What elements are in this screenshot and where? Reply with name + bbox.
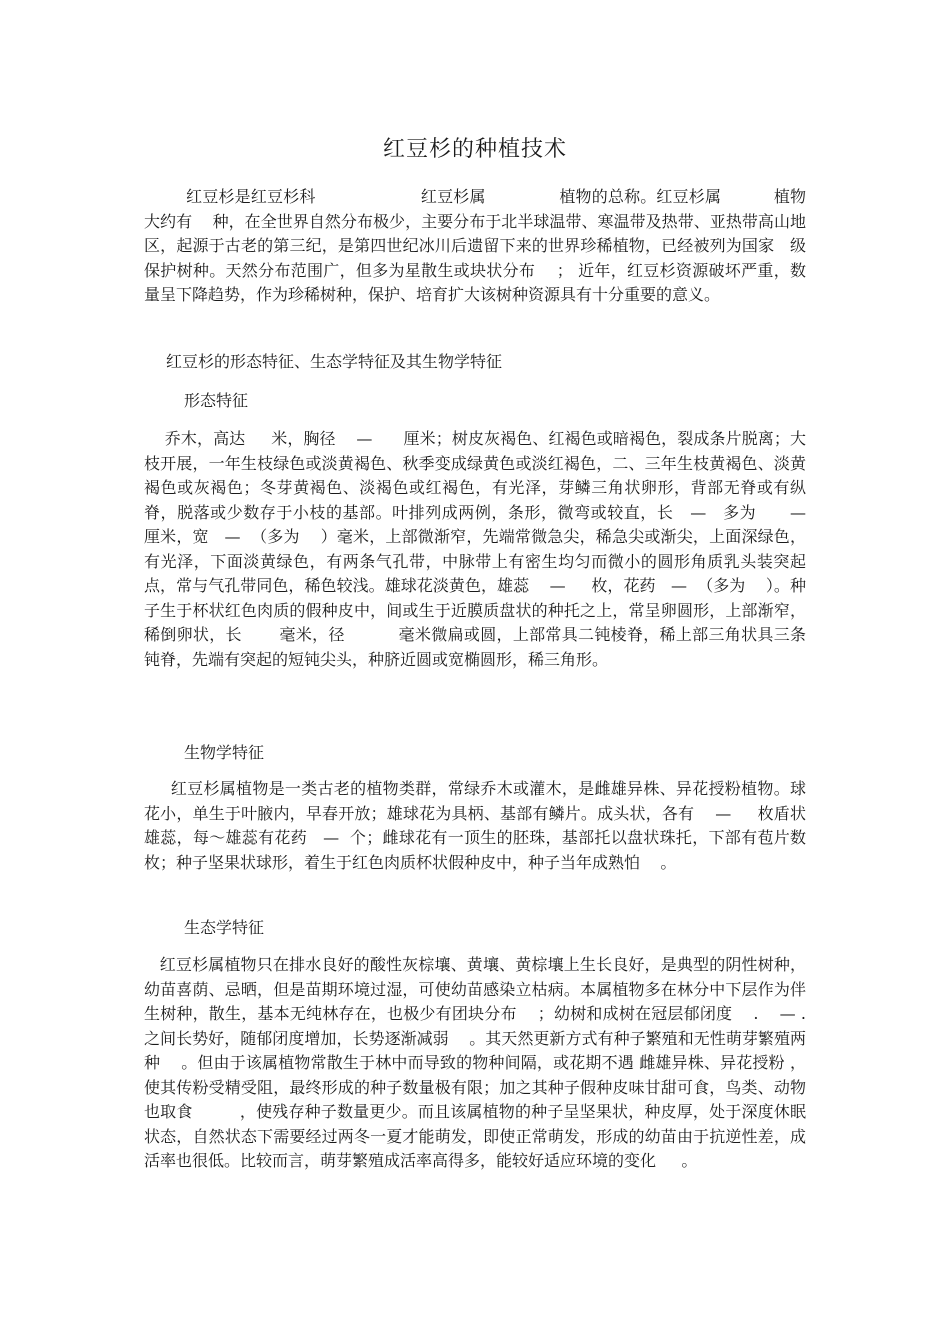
section-heading: 红豆杉的形态特征、生态学特征及其生物学特征 [166,352,503,371]
intro-paragraph: 红豆杉是红豆杉科 红豆杉属 植物的总称。红豆杉属 植物大约有 种，在全世界自然分布极少，主要分布于北半球温带、寒温带及热带、亚热带高山地区，起源于古老的第三纪，是第四世纪冰川后遗留下来的世界珍稀植物，已经被列为国家 级保护树种。天然分布范围广，但多为星散生或块状分布 ； 近年，红豆杉资源破坏严重，数量呈下降趋势，作为珍稀树种，保护、培育扩大该树种资源具有十分重要的意义。 [144,187,806,304]
biology-heading: 生物学特征 [184,743,265,762]
document-title: 红豆杉的种植技术 [382,137,567,162]
ecology-heading: 生态学特征 [184,918,265,937]
morphology-heading: 形态特征 [184,391,249,410]
morphology-paragraph: 乔木，高达 米，胸径 — 厘米；树皮灰褐色、红褐色或暗褐色，裂成条片脱离；大枝开展，一年生枝绿色或淡黄褐色、秋季变成绿黄色或淡红褐色，二、三年生枝黄褐色、淡黄褐色或灰褐色；冬芽黄褐色、淡褐色或红褐色，有光泽，芽鳞三角状卵形，背部无脊或有纵脊，脱落或少数存于小枝的基部。叶排列成两例，条形，微弯或较直，长 — 多为 — 厘米，宽 — （多为 ）毫米，上部微渐窄，先端常微急尖，稀急尖或渐尖，上面深绿色，有光泽，下面淡黄绿色，有两条气孔带，中脉带上有密生均匀而微小的圆形角质乳头装突起点，常与气孔带同色，稀色较浅。雄球花淡黄色，雄蕊 — 枚，花药 — （多为 ）。种子生于杯状红色肉质的假种皮中，间或生于近膜质盘状的种托之上，常呈卵圆形，上部渐窄，稀倒卵状，长 毫米，径 毫米微扁或圆，上部常具二钝棱脊，稀上部三角状具三条钝脊，先端有突起的短钝尖头，种脐近圆或宽椭圆形，稀三角形。 [144,429,842,669]
ecology-paragraph: 红豆杉属植物只在排水良好的酸性灰棕壤、黄壤、黄棕壤上生长良好，是典型的阴性树种，幼苗喜荫、忌晒，但是苗期环境过湿，可使幼苗感染立枯病。本属植物多在林分中下层作为伴生树种，散生，基本无纯林存在，也极少有团块分布 ；幼树和成树在冠层郁闭度 . — . 之间长势好，随郁闭度增加，长势逐渐减弱 。其天然更新方式有种子繁殖和无性萌芽繁殖两种 。但由于该属植物常散生于林中而导致的物种间隔，或花期不遇 雌雄异株、异花授粉 ，使其传粉受精受阻，最终形成的种子数量极有限；加之其种子假种皮味甘甜可食，鸟类、动物也取食 ，使残存种子数量更少。而且该属植物的种子呈坚果状，种皮厚，处于深度休眠状态，自然状态下需要经过两冬一夏才能萌发，即使正常萌发，形成的幼苗由于抗逆性差，成活率也很低。比较而言，萌芽繁殖成活率高得多，能较好适应环境的变化 。 [144,955,842,1170]
biology-paragraph: 红豆杉属植物是一类古老的植物类群，常绿乔木或灌木，是雌雄异株、异花授粉植物。球花小，单生于叶腋内，早春开放；雄球花为具柄、基部有鳞片。成头状，各有 — 枚盾状雄蕊，每～雄蕊有花药 — 个；雌球花有一顶生的胚珠，基部托以盘状珠托，下部有苞片数枚；种子坚果状球形，着生于红色肉质杯状假种皮中，种子当年成熟怕 。 [144,779,806,872]
